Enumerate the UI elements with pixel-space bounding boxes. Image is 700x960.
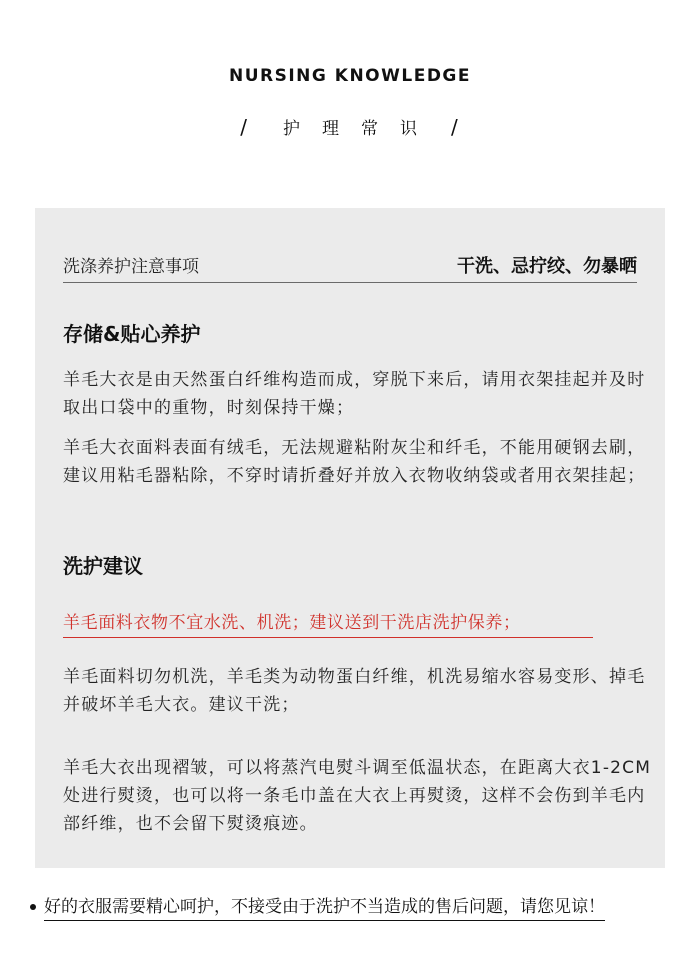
storage-paragraph: 羊毛大衣面料表面有绒毛，无法规避粘附灰尘和纤毛，不能用硬钢去刷，建议用粘毛器粘除，不穿时请折叠好并放入衣物收纳袋或者用衣架挂起； [63,438,646,486]
care-instructions-card [35,208,665,868]
care-summary-bar [63,252,637,283]
storage-section-title: 存储&贴心养护 [63,322,201,346]
page-subtitle [0,114,700,139]
subtitle-text: 护理常识 [283,119,439,139]
care-summary-label: 干洗、忌拧绞、勿暴晒 [457,256,637,277]
page-title-en: NURSING KNOWLEDGE [228,66,472,86]
slash-right: / [451,115,460,139]
care-notes-label: 洗涤养护注意事项 [63,257,199,277]
slash-left: / [240,115,249,139]
washing-paragraph: 羊毛大衣出现褶皱，可以将蒸汽电熨斗调至低温状态，在距离大衣1-2CM处进行熨烫，也可以将一条毛巾盖在大衣上再熨烫，这样不会伤到羊毛内部纤维，也不会留下熨烫痕迹。 [63,758,652,834]
footer-note-text: 好的衣服需要精心呵护，不接受由于洗护不当造成的售后问题，请您见谅！ [44,897,605,921]
footer-note [30,892,670,917]
washing-section-title: 洗护建议 [63,554,143,578]
bullet-icon [30,904,36,910]
storage-paragraph: 羊毛大衣是由天然蛋白纤维构造而成，穿脱下来后，请用衣架挂起并及时取出口袋中的重物，时刻保持干燥； [63,370,646,418]
washing-warning: 羊毛面料衣物不宜水洗、机洗；建议送到干洗店洗护保养； [63,608,593,638]
washing-paragraph: 羊毛面料切勿机洗，羊毛类为动物蛋白纤维，机洗易缩水容易变形、掉毛并破坏羊毛大衣。建议干洗； [63,667,646,715]
